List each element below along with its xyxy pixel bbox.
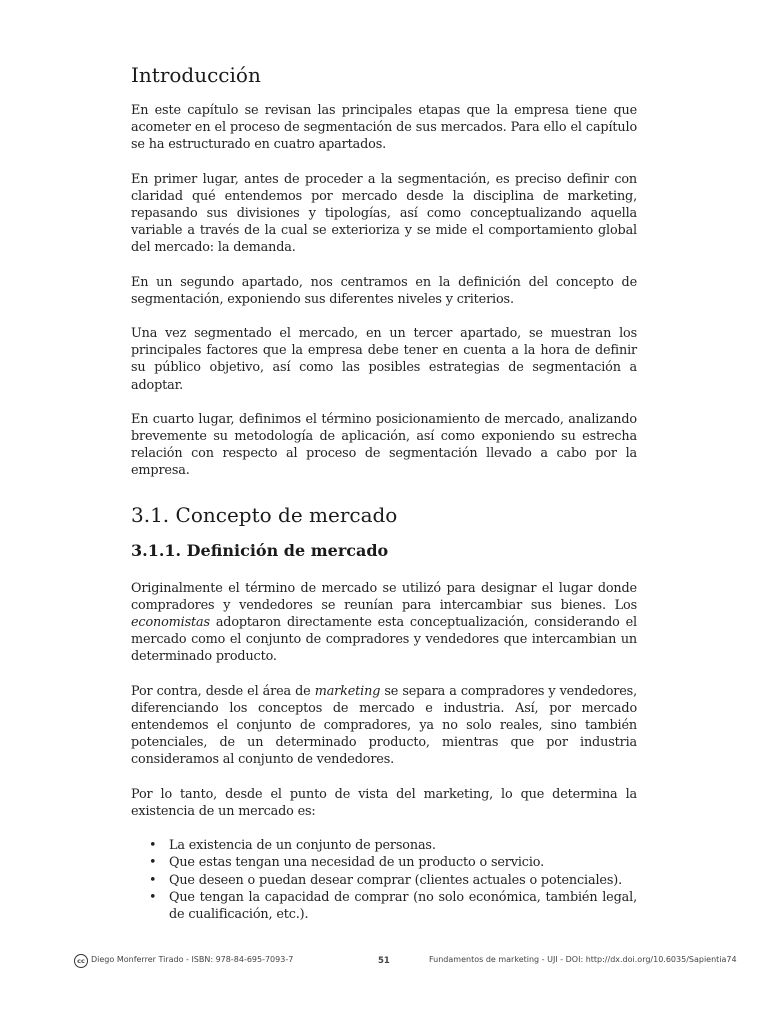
list-item-text: Que tengan la capacidad de comprar (no solo económica, también legal, de cualificación, etc.). [169, 889, 637, 922]
definition-paragraph-2 [131, 683, 637, 769]
list-item [149, 837, 637, 854]
intro-paragraph-5: En cuarto lugar, definimos el término posicionamiento de mercado, analizando brevemente su metodología de aplicación, así como exponiendo su estrecha relación con respecto al proceso de segmentación llevado a cabo por la empresa. [131, 411, 637, 479]
list-item [149, 854, 637, 871]
text-span: Por contra, desde el área de [131, 683, 315, 699]
intro-title: Introducción [131, 63, 261, 87]
intro-paragraph-2: En primer lugar, antes de proceder a la segmentación, es preciso definir con claridad qué entendemos por mercado desde la disciplina de marketing, repasando sus divisiones y tipologías, así como conceptualizando aquella variable a través de la cual se exterioriza y se mide el comportamiento global del mercado: la demanda. [131, 171, 637, 256]
italic-term: economistas [131, 615, 210, 631]
definition-paragraph-1 [131, 580, 637, 666]
text-span: Originalmente el término de mercado se utilizó para designar el lugar donde compradores y vendedores se reunían para intercambiar sus bienes. Los [131, 580, 637, 613]
italic-term: marketing [314, 683, 381, 699]
list-item [149, 872, 637, 889]
intro-paragraph-4: Una vez segmentado el mercado, en un tercer apartado, se muestran los principales factores que la empresa debe tener en cuenta a la hora de definir su público objetivo, así como las posibles estrategias de segmentación a adoptar. [131, 326, 637, 393]
page-footer [74, 954, 737, 972]
footer-reference: Fundamentos de marketing - UJI - DOI: http://dx.doi.org/10.6035/Sapientia74 [429, 955, 737, 964]
bullet-icon: • [149, 889, 157, 905]
definition-paragraph-3: Por lo tanto, desde el punto de vista del marketing, lo que determina la existencia de un mercado es: [131, 786, 637, 819]
bullet-icon: • [149, 838, 157, 854]
intro-paragraph-1: En este capítulo se revisan las principales etapas que la empresa tiene que acometer en el proceso de segmentación de sus mercados. Para ello el capítulo se ha estructurado en cuatro apartados. [131, 103, 637, 153]
list-item [149, 889, 637, 923]
creative-commons-icon: cc [74, 954, 88, 968]
page-number: 51 [378, 956, 390, 966]
subsection-title: 3.1.1. Definición de mercado [131, 540, 389, 560]
text-span: se separa a compradores y vendedores, diferenciando los conceptos de mercado e industria. Así, por mercado entendemos el conjunto de compradores, ya no solo reales, sino también potenciales, de un determinado producto, mientras que por industria consideramos al conjunto de vendedores. [131, 683, 637, 768]
section-title: 3.1. Concepto de mercado [131, 502, 398, 527]
list-item-text: Que estas tengan una necesidad de un producto o servicio. [169, 855, 545, 871]
page-content [131, 62, 637, 923]
requirements-list [131, 837, 637, 923]
bullet-icon: • [149, 872, 157, 888]
list-item-text: La existencia de un conjunto de personas. [169, 838, 436, 854]
list-item-text: Que deseen o puedan desear comprar (clientes actuales o potenciales). [169, 872, 623, 888]
intro-paragraph-3: En un segundo apartado, nos centramos en la definición del concepto de segmentación, exponiendo sus diferentes niveles y criterios. [131, 274, 637, 307]
footer-author: Diego Monferrer Tirado - ISBN: 978-84-695-7093-7 [91, 955, 294, 964]
bullet-icon: • [149, 855, 157, 871]
text-span: adoptaron directamente esta conceptualización, considerando el mercado como el conjunto de compradores y vendedores que intercambian un determinado producto. [131, 615, 637, 665]
